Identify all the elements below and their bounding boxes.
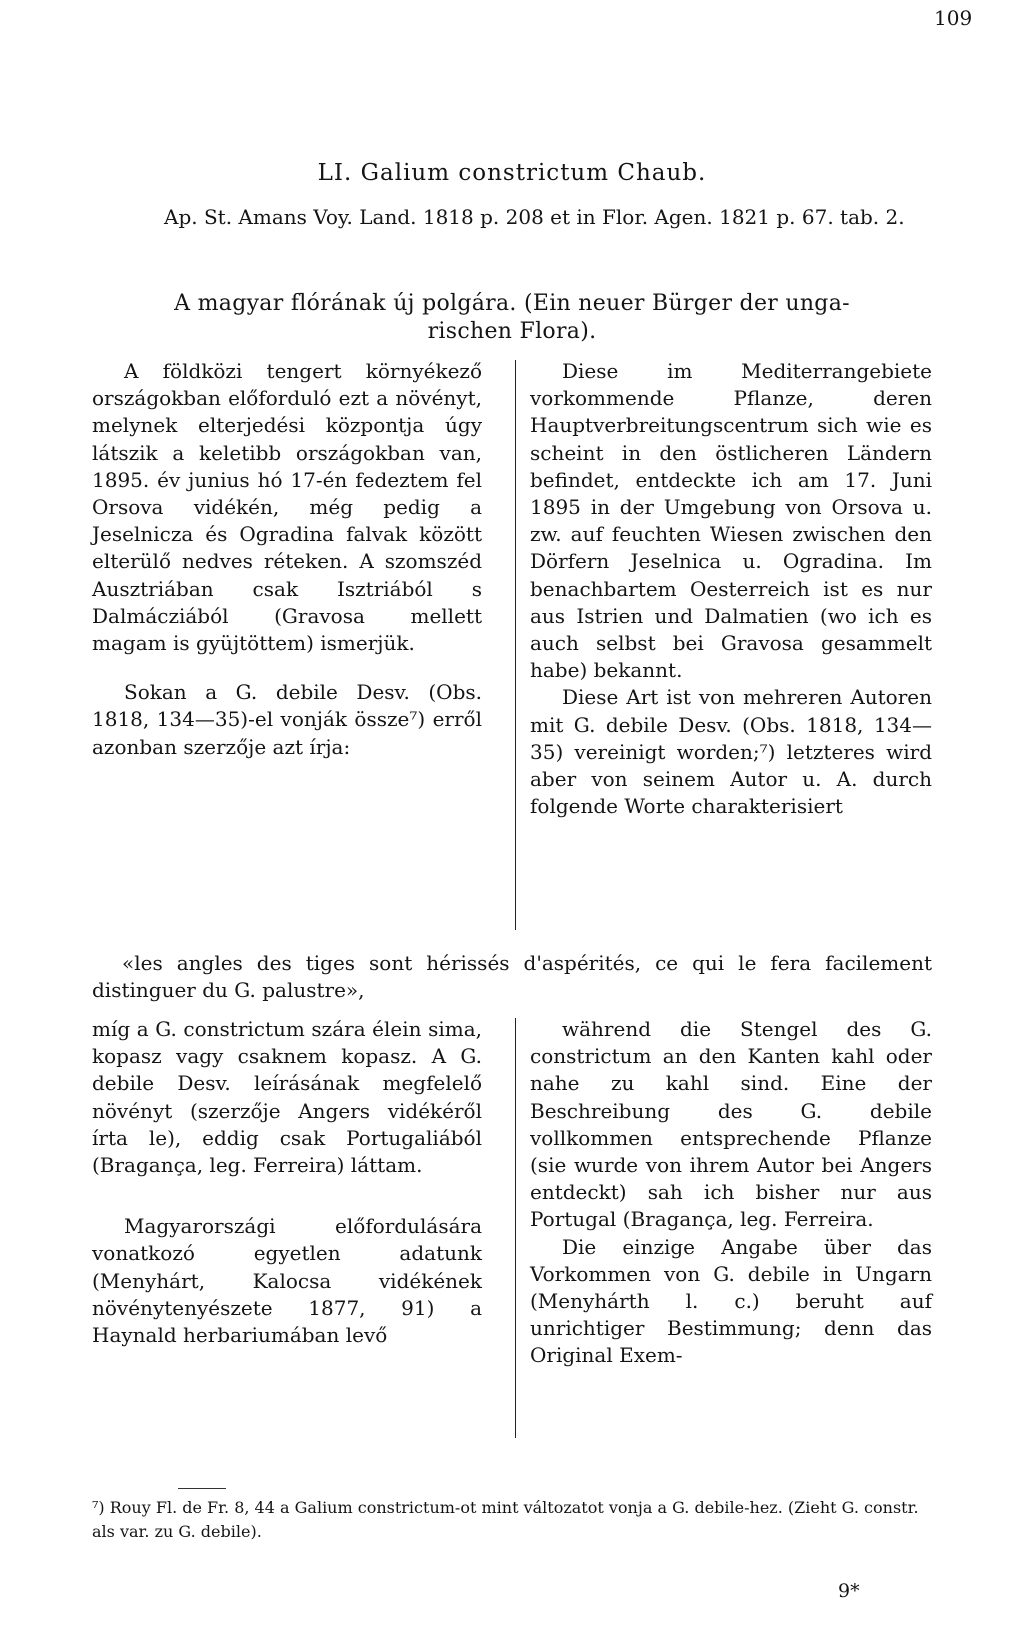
right-paragraph-1: Diese im Mediterrangebiete vorkommende Pflanze, deren Hauptverbreitungscentrum sich wie es scheint in den östlicheren Ländern befindet, entdeckte ich am 17. Juni 1895 in der Umgebung von Orsova u. zw. auf feuchten Wiesen zwischen den Dörfern Jeselnica u. Ogradina. Im benachbartem Oesterreich ist es nur aus Istrien und Dalmatien (wo ich es auch selbst bei Gravosa gesammelt habe) bekannt. (530, 359, 932, 683)
right-paragraph-2: Diese Art ist von mehreren Autoren mit G. debile Desv. (Obs. 1818, 134—35) vereinigt worden;⁷) letzteres wird aber von seinem Autor u. A. durch folgende Worte charakterisiert (530, 685, 932, 819)
french-quote: «les angles des tiges sont hérissés d'aspérités, ce qui le fera facilement distinguer du G. palustre», (92, 951, 932, 1002)
left-paragraph-4: Magyarországi előfordulására vonatkozó egyetlen adatunk (Menyhárt, Kalocsa vidékének növénytenyészete 1877, 91) a Haynald herbariumában levő (92, 1214, 482, 1348)
right-column-lower (530, 1016, 932, 1370)
left-paragraph-3: míg a G. constrictum szára élein sima, kopasz vagy csaknem kopasz. A G. debile Desv. leírásának megfelelő növényt (szerzője Angers vidékéről írta le), eddig csak Portugaliából (Bragança, leg. Ferreira) láttam. (92, 1017, 482, 1178)
left-column-lower (92, 1016, 482, 1349)
page-number: 109 (934, 6, 973, 30)
left-paragraph-2: Sokan a G. debile Desv. (Obs. 1818, 134—35)-el vonják össze⁷) erről azonban szerzője azt írja: (92, 680, 482, 759)
right-paragraph-4: Die einzige Angabe über das Vorkommen von G. debile in Ungarn (Menyhárth l. c.) beruht auf unrichtiger Bestimmung; denn das Original Exem- (530, 1234, 932, 1368)
section-subtitle (92, 290, 932, 346)
reference-line: Ap. St. Amans Voy. Land. 1818 p. 208 et in Flor. Agen. 1821 p. 67. tab. 2. (164, 205, 905, 229)
subtitle-line-2: rischen Flora). (427, 319, 597, 344)
left-column-upper (92, 358, 482, 761)
page-title: LI. Galium constrictum Chaub. (317, 160, 707, 186)
column-divider-upper (515, 360, 516, 930)
footnote: ⁷) Rouy Fl. de Fr. 8, 44 a Galium constrictum-ot mint változatot vonja a G. debile-hez. (Zieht G. constr. als var. zu G. debile). (92, 1498, 919, 1541)
subtitle-line-1: A magyar flórának új polgára. (Ein neuer Bürger der unga- (174, 291, 850, 316)
column-divider-lower (515, 1018, 516, 1438)
signature-mark: 9* (838, 1580, 860, 1602)
right-column-upper (530, 358, 932, 820)
left-paragraph-1: A földközi tengert környékező országokban előforduló ezt a növényt, melynek elterjedési központja úgy látszik a keletibb országokban van, 1895. év junius hó 17-én fedeztem fel Orsova vidékén, még pedig a Jeselnicza és Ogradina falvak között elterülő nedves réteken. A szomszéd Ausztriában csak Isztriából s Dalmácziából (Gravosa mellett magam is gyüjtöttem) ismerjük. (92, 359, 482, 656)
right-paragraph-3: während die Stengel des G. constrictum an den Kanten kahl oder nahe zu kahl sind. Eine der Beschreibung des G. debile vollkommen entsprechende Pflanze (sie wurde von ihrem Autor bei Angers entdeckt) sah ich bisher nur aus Portugal (Bragança, leg. Ferreira. (530, 1017, 932, 1232)
footnote-rule (178, 1488, 226, 1489)
